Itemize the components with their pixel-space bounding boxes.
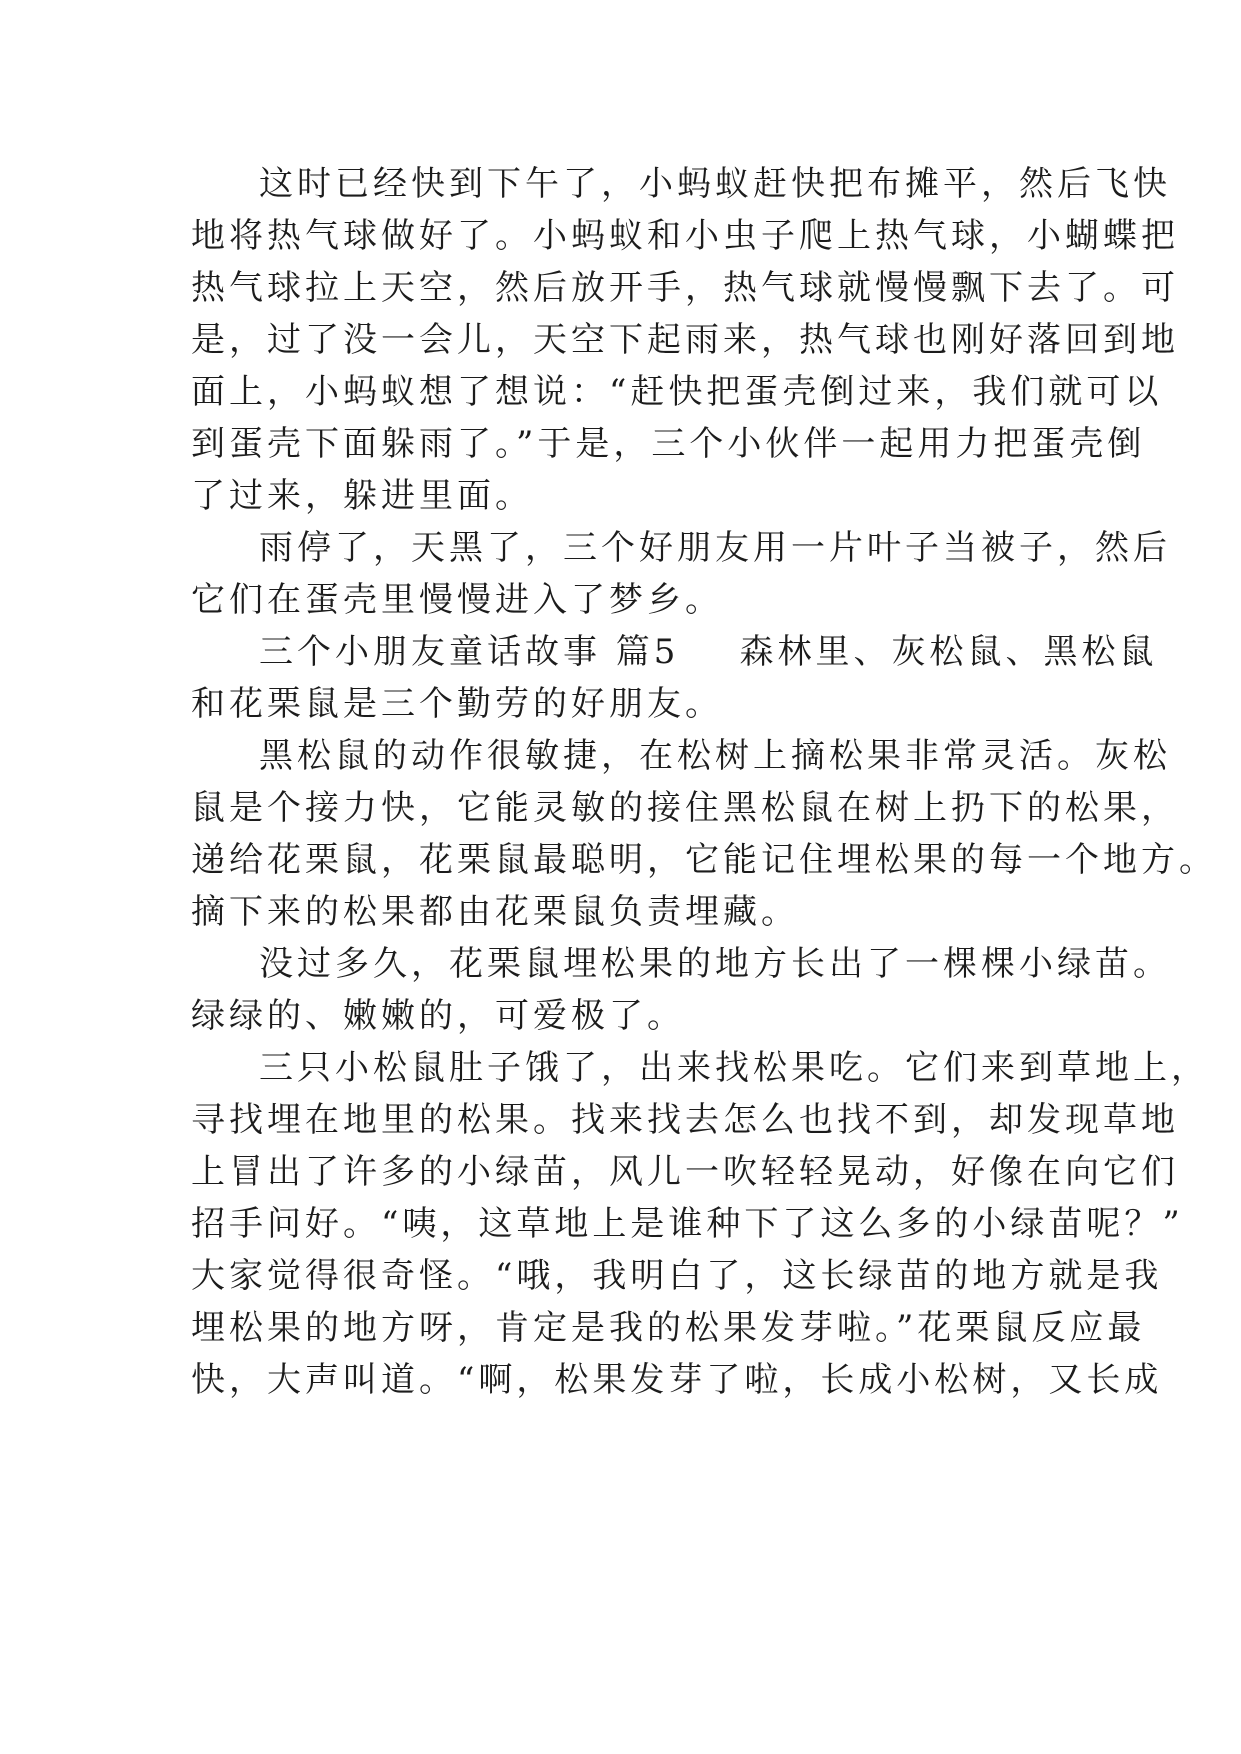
text-line: 它们在蛋壳里慢慢进入了梦乡。	[191, 580, 723, 620]
text-line: 绿绿的、嫩嫩的，可爱极了。	[191, 996, 685, 1036]
text-line: 招手问好。“咦，这草地上是谁种下了这么多的小绿苗呢？”	[191, 1204, 1184, 1244]
text-line: 快，大声叫道。“啊，松果发芽了啦，长成小松树，又长成	[191, 1360, 1163, 1400]
text-line: 和花栗鼠是三个勤劳的好朋友。	[191, 684, 723, 724]
text-line: 到蛋壳下面躲雨了。”于是，三个小伙伴一起用力把蛋壳倒	[191, 424, 1146, 464]
text-line: 热气球拉上天空，然后放开手，热气球就慢慢飘下去了。可	[191, 268, 1179, 308]
section-heading: 三个小朋友童话故事 篇5	[259, 632, 680, 672]
story-text	[191, 158, 1217, 1406]
text-line: 鼠是个接力快，它能灵敏的接住黑松鼠在树上扔下的松果，	[191, 788, 1179, 828]
text-line: 摘下来的松果都由花栗鼠负责埋藏。	[191, 892, 799, 932]
text-line: 地将热气球做好了。小蚂蚁和小虫子爬上热气球，小蝴蝶把	[191, 216, 1179, 256]
text-line: 递给花栗鼠，花栗鼠最聪明，它能记住埋松果的每一个地方。	[191, 840, 1217, 880]
text-line: 雨停了，天黑了，三个好朋友用一片叶子当被子，然后	[259, 528, 1171, 568]
text-line: 了过来，躲进里面。	[191, 476, 533, 516]
text-line: 面上，小蚂蚁想了想说：“赶快把蛋壳倒过来，我们就可以	[191, 372, 1163, 412]
section-heading-line	[191, 626, 1158, 678]
section-first-sentence: 森林里、灰松鼠、黑松鼠	[739, 632, 1158, 672]
text-line: 埋松果的地方呀，肯定是我的松果发芽啦。”花栗鼠反应最	[191, 1308, 1146, 1348]
text-line: 这时已经快到下午了，小蚂蚁赶快把布摊平，然后飞快	[259, 164, 1171, 204]
text-line: 三只小松鼠肚子饿了，出来找松果吃。它们来到草地上，	[259, 1048, 1209, 1088]
text-line: 大家觉得很奇怪。“哦，我明白了，这长绿苗的地方就是我	[191, 1256, 1163, 1296]
text-line: 黑松鼠的动作很敏捷，在松树上摘松果非常灵活。灰松	[259, 736, 1171, 776]
text-line: 没过多久，花栗鼠埋松果的地方长出了一棵棵小绿苗。	[259, 944, 1171, 984]
text-line: 上冒出了许多的小绿苗，风儿一吹轻轻晃动，好像在向它们	[191, 1152, 1179, 1192]
text-line: 寻找埋在地里的松果。找来找去怎么也找不到，却发现草地	[191, 1100, 1179, 1140]
text-line: 是，过了没一会儿，天空下起雨来，热气球也刚好落回到地	[191, 320, 1179, 360]
